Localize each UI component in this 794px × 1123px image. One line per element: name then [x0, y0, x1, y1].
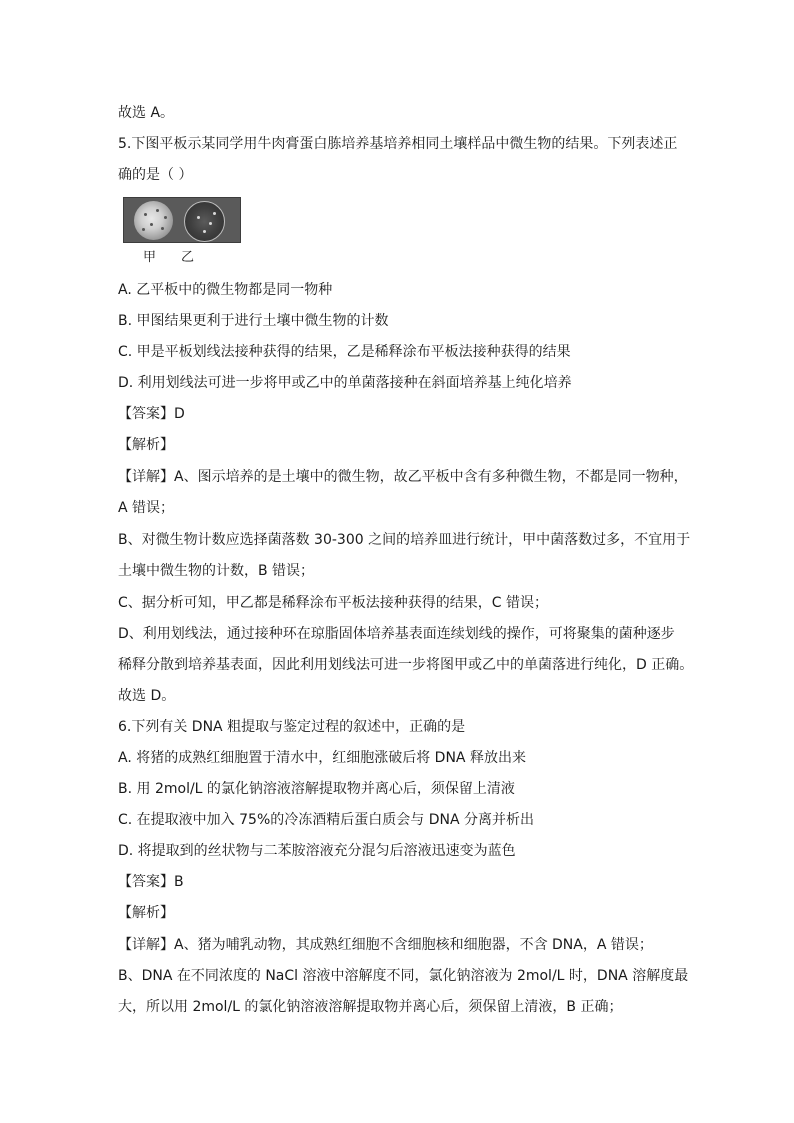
detail-line-7: 稀释分散到培养基表面，因此利用划线法可进一步将图甲或乙中的单菌落进行纯化，D 正确。 [118, 657, 694, 673]
option-a: A. 乙平板中的微生物都是同一物种 [118, 282, 333, 298]
option-d: D. 利用划线法可进一步将甲或乙中的单菌落接种在斜面培养基上纯化培养 [118, 375, 572, 391]
q6-answer-line: 【答案】B [118, 874, 184, 890]
q6-option-a: A. 将猪的成熟红细胞置于清水中，红细胞涨破后将 DNA 释放出来 [118, 750, 526, 766]
question-5-line-1: 5.下图平板示某同学用牛肉膏蛋白胨培养基培养相同土壤样品中微生物的结果。下列表述正 [118, 136, 678, 152]
detail-line-1: 【详解】A、图示培养的是土壤中的微生物，故乙平板中含有多种微生物，不都是同一物种， [118, 469, 688, 485]
petri-dish-figure [123, 197, 241, 243]
figure-label-b: 乙 [181, 250, 195, 265]
q6-option-b: B. 用 2mol/L 的氯化钠溶液溶解提取物并离心后，须保留上清液 [118, 781, 515, 797]
figure-label-a: 甲 [143, 250, 157, 265]
detail-line-4: 土壤中微生物的计数，B 错误； [118, 563, 315, 579]
answer-line: 【答案】D [118, 406, 185, 422]
option-c: C. 甲是平板划线法接种获得的结果，乙是稀释涂布平板法接种获得的结果 [118, 344, 571, 360]
detail-line-5: C、据分析可知，甲乙都是稀释涂布平板法接种获得的结果，C 错误； [118, 595, 548, 611]
conclusion-line: 故选 D。 [118, 688, 176, 704]
petri-dish-a-image [134, 201, 173, 240]
option-b: B. 甲图结果更利于进行土壤中微生物的计数 [118, 313, 389, 329]
question-5-line-2: 确的是（ ） [118, 167, 193, 183]
q6-detail-line-3: 大，所以用 2mol/L 的氯化钠溶液溶解提取物并离心后，须保留上清液，B 正确； [118, 999, 623, 1015]
q6-analysis-heading: 【解析】 [118, 905, 174, 921]
detail-line-2: A 错误； [118, 500, 175, 516]
analysis-heading: 【解析】 [118, 437, 174, 453]
q6-detail-line-1: 【详解】A、猪为哺乳动物，其成熟红细胞不含细胞核和细胞器，不含 DNA，A 错误； [118, 937, 653, 953]
q6-detail-line-2: B、DNA 在不同浓度的 NaCl 溶液中溶解度不同，氯化钠溶液为 2mol/L 时，DNA 溶解度最 [118, 968, 689, 984]
line-1: 故选 A。 [118, 105, 175, 121]
q6-option-d: D. 将提取到的丝状物与二苯胺溶液充分混匀后溶液迅速变为蓝色 [118, 843, 516, 859]
question-6-line: 6.下列有关 DNA 粗提取与鉴定过程的叙述中，正确的是 [118, 719, 466, 735]
detail-line-3: B、对微生物计数应选择菌落数 30-300 之间的培养皿进行统计，甲中菌落数过多，不宜用于 [118, 532, 691, 548]
detail-line-6: D、利用划线法，通过接种环在琼脂固体培养基表面连续划线的操作，可将聚集的菌种逐步 [118, 626, 675, 642]
petri-dish-b-image [184, 201, 225, 242]
q6-option-c: C. 在提取液中加入 75%的冷冻酒精后蛋白质会与 DNA 分离并析出 [118, 812, 534, 828]
